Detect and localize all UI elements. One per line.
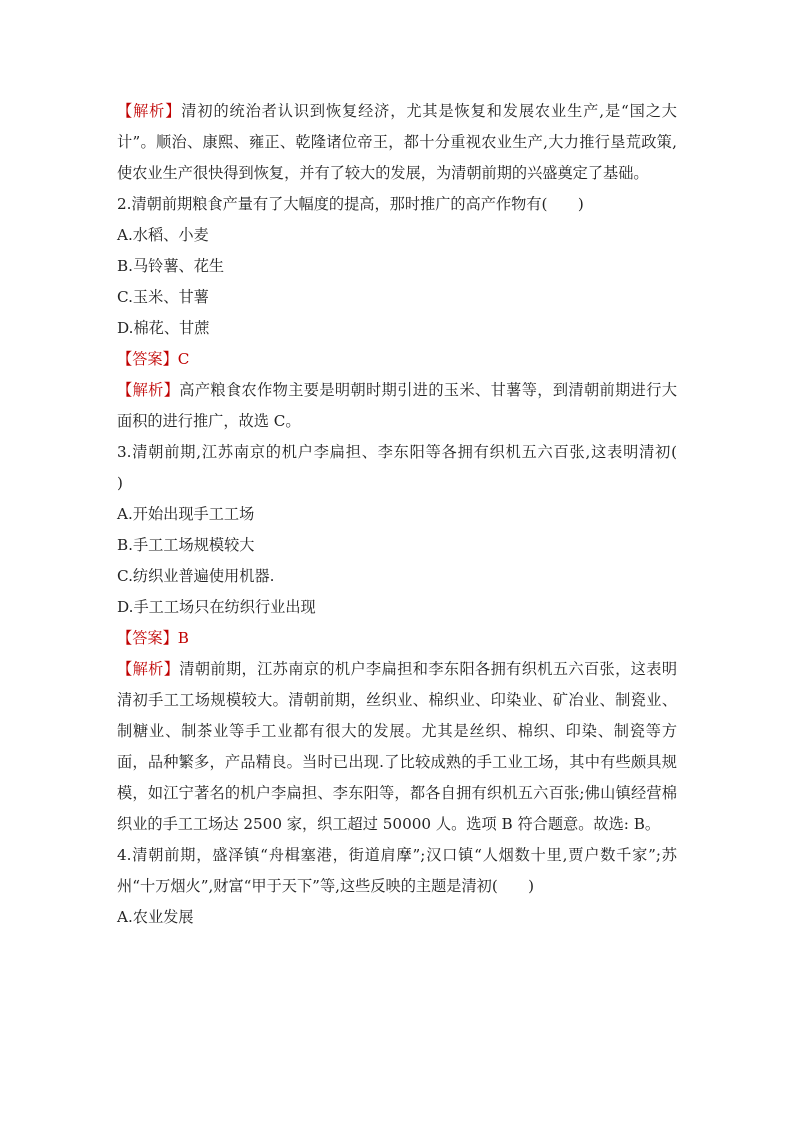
answer-paragraph-q2	[117, 344, 677, 375]
question-stem-q2: 2.清朝前期粮食产量有了大幅度的提高，那时推广的高产作物有( )	[117, 195, 584, 213]
answer-tag: 【答案】	[117, 350, 178, 368]
option-q2-a: A.水稻、小麦	[117, 226, 209, 244]
analysis-paragraph-q3	[117, 654, 677, 840]
answer-letter: C	[177, 350, 190, 368]
option-q4-a: A.农业发展	[117, 908, 194, 926]
answer-letter: B	[177, 629, 189, 647]
answer-paragraph-q3	[117, 623, 677, 654]
analysis-text: 清朝前期，江苏南京的机户李扁担和李东阳各拥有织机五六百张，这表明清初手工工场规模较大。清朝前期，丝织业、棉织业、印染业、矿冶业、制瓷业、制糖业、制茶业等手工业都有很大的发展。尤其是丝织、棉织、印染、制瓷等方面，品种繁多，产品精良。当时已出现.了比较成熟的手工业工场，其中有些颇具规模，如江宁著名的机户李扁担、李东阳等，都各自拥有织机五六百张;佛山镇经营棉织业的手工工场达 2500 家，织工超过 50000 人。选项 B 符合题意。故选: B。	[117, 660, 678, 833]
analysis-tag: 【解析】	[117, 102, 182, 120]
analysis-text: 高产粮食农作物主要是明朝时期引进的玉米、甘薯等，到清朝前期进行大面积的进行推广，故选 C。	[117, 381, 678, 430]
analysis-tag: 【解析】	[117, 381, 180, 399]
option-q3-b: B.手工工场规模较大	[117, 536, 255, 554]
option-q2-c: C.玉米、甘薯	[117, 288, 209, 306]
option-q2-d: D.棉花、甘蔗	[117, 319, 210, 337]
option-q3-c: C.纺织业普遍使用机器.	[117, 567, 275, 585]
question-stem-q4: 4.清朝前期，盛泽镇“舟楫塞港，街道肩摩”;汉口镇“人烟数十里,贾户数千家”;苏州“十万烟火”,财富“甲于天下”等,这些反映的主题是清初( )	[117, 846, 677, 895]
analysis-text: 清初的统治者认识到恢复经济，尤其是恢复和发展农业生产,是“国之大计”。顺治、康熙、雍正、乾隆诸位帝王，都十分重视农业生产,大力推行垦荒政策,使农业生产很快得到恢复，并有了较大的发展，为清朝前期的兴盛奠定了基础。	[117, 102, 677, 182]
option-q3-a: A.开始出现手工工场	[117, 505, 255, 523]
option-q2-b: B.马铃薯、花生	[117, 257, 225, 275]
analysis-paragraph-q2	[117, 375, 677, 437]
analysis-paragraph-q1	[117, 96, 677, 189]
option-q3-d: D.手工工场只在纺织行业出现	[117, 598, 316, 616]
answer-tag: 【答案】	[117, 629, 178, 647]
document-content	[117, 96, 723, 933]
question-stem-q3: 3.清朝前期,江苏南京的机户李扁担、李东阳等各拥有织机五六百张,这表明清初( )	[117, 443, 723, 492]
analysis-tag: 【解析】	[117, 660, 180, 678]
